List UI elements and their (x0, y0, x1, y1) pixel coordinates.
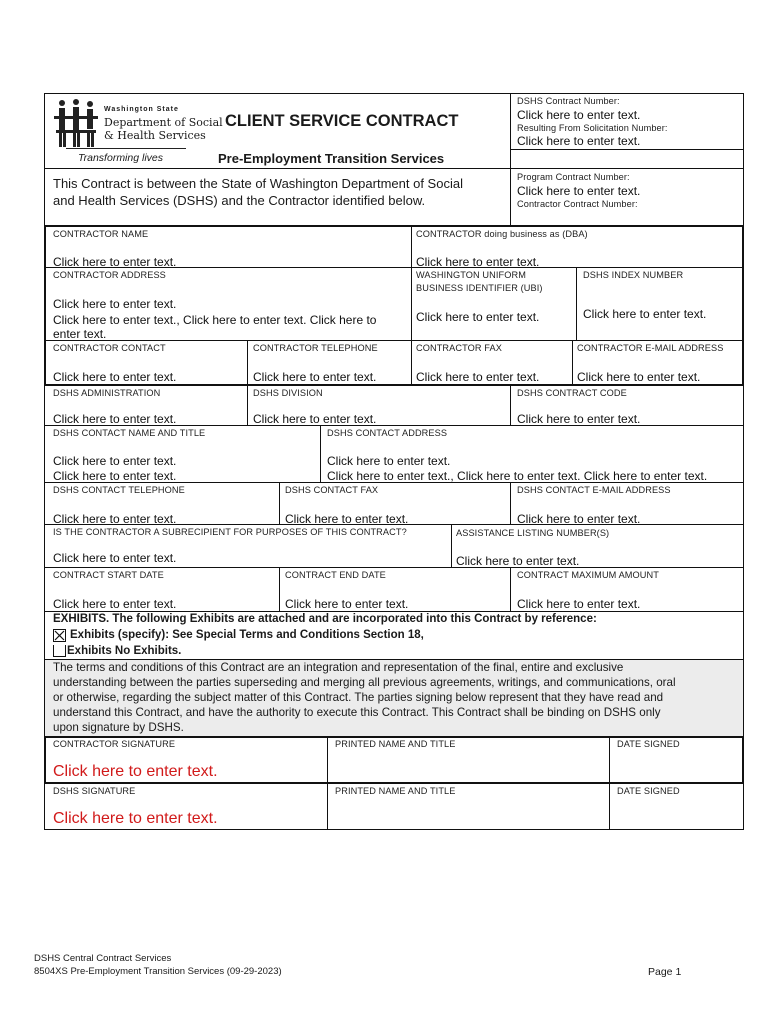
dshs-printed-name-label: PRINTED NAME AND TITLE (335, 786, 456, 796)
contractor-telephone-field[interactable]: Click here to enter text. (253, 370, 377, 384)
dshs-administration-field[interactable]: Click here to enter text. (53, 412, 177, 426)
contractor-fax-field[interactable]: Click here to enter text. (416, 370, 540, 384)
terms-line-4: understand this Contract, and have the authority to execute this Contract. This Contract shall be binding on DSHS only (53, 706, 661, 719)
dshs-people-icon (52, 98, 100, 150)
program-contract-number-field[interactable]: Click here to enter text. (517, 184, 641, 198)
no-exhibits-checkbox[interactable] (53, 645, 66, 657)
dshs-contact-name-label: DSHS CONTACT NAME AND TITLE (53, 428, 206, 438)
exhibits-heading: EXHIBITS. The following Exhibits are attached and are incorporated into this Contract by reference: (53, 613, 597, 625)
page-title: CLIENT SERVICE CONTRACT (225, 112, 459, 130)
footer-line-1: DSHS Central Contract Services (34, 953, 172, 964)
dshs-date-signed-label: DATE SIGNED (617, 786, 680, 796)
max-amount-field[interactable]: Click here to enter text. (517, 597, 641, 611)
dshs-index-field[interactable]: Click here to enter text. (583, 307, 707, 321)
exhibits-specify-text: Exhibits (specify): See Special Terms and Conditions Section 18, (70, 629, 424, 641)
dshs-contact-fax-field[interactable]: Click here to enter text. (285, 512, 409, 526)
contractor-address-line2[interactable]: Click here to enter text., Click here to enter text. Click here to (53, 313, 377, 327)
dshs-contract-number-field[interactable]: Click here to enter text. (517, 108, 641, 122)
terms-line-3: or otherwise, regarding the subject matter of this Contract. The parties signing below represent that they have read and (53, 691, 664, 704)
intro-line-1: This Contract is between the State of Washington Department of Social (53, 176, 463, 191)
dshs-signature-label: DSHS SIGNATURE (53, 786, 136, 796)
dshs-index-label: DSHS INDEX NUMBER (583, 270, 684, 280)
dshs-contract-code-label: DSHS CONTRACT CODE (517, 388, 627, 398)
ubi-label-line2: BUSINESS IDENTIFIER (UBI) (416, 283, 543, 293)
contractor-date-signed-label: DATE SIGNED (617, 739, 680, 749)
assistance-listing-field[interactable]: Click here to enter text. (456, 554, 580, 568)
dshs-administration-label: DSHS ADMINISTRATION (53, 388, 161, 398)
solicitation-number-field[interactable]: Click here to enter text. (517, 134, 641, 148)
contractor-contact-field[interactable]: Click here to enter text. (53, 370, 177, 384)
contractor-email-label: CONTRACTOR E-MAIL ADDRESS (577, 343, 724, 353)
max-amount-label: CONTRACT MAXIMUM AMOUNT (517, 570, 659, 580)
dshs-contact-address-label: DSHS CONTACT ADDRESS (327, 428, 448, 438)
contractor-fax-label: CONTRACTOR FAX (416, 343, 502, 353)
contractor-dba-label: CONTRACTOR doing business as (DBA) (416, 229, 588, 239)
dshs-contact-email-field[interactable]: Click here to enter text. (517, 512, 641, 526)
dshs-division-field[interactable]: Click here to enter text. (253, 412, 377, 426)
checkbox-check-icon (54, 630, 65, 641)
dshs-contact-address-line1[interactable]: Click here to enter text. (327, 454, 451, 468)
ubi-label-line1: WASHINGTON UNIFORM (416, 270, 527, 280)
start-date-field[interactable]: Click here to enter text. (53, 597, 177, 611)
logo-dept-line1: Department of Social (104, 116, 223, 129)
intro-line-2: and Health Services (DSHS) and the Contractor identified below. (53, 193, 426, 208)
dshs-contract-code-field[interactable]: Click here to enter text. (517, 412, 641, 426)
contractor-contact-label: CONTRACTOR CONTACT (53, 343, 166, 353)
dshs-contact-telephone-field[interactable]: Click here to enter text. (53, 512, 177, 526)
start-date-label: CONTRACT START DATE (53, 570, 164, 580)
contractor-name-label: CONTRACTOR NAME (53, 229, 149, 239)
contractor-address-line1[interactable]: Click here to enter text. (53, 297, 177, 311)
solicitation-number-label: Resulting From Solicitation Number: (517, 123, 668, 133)
contractor-dba-field[interactable]: Click here to enter text. (416, 255, 540, 269)
dshs-logo (50, 96, 223, 164)
contractor-name-field[interactable]: Click here to enter text. (53, 255, 177, 269)
end-date-label: CONTRACT END DATE (285, 570, 386, 580)
dshs-contact-email-label: DSHS CONTACT E-MAIL ADDRESS (517, 485, 671, 495)
contractor-contract-number-label: Contractor Contract Number: (517, 199, 638, 209)
terms-line-1: The terms and conditions of this Contract are an integration and representation of the final, entire and exclusive (53, 661, 624, 674)
contractor-printed-name-label: PRINTED NAME AND TITLE (335, 739, 456, 749)
footer-line-2: 8504XS Pre-Employment Transition Services (09-29-2023) (34, 966, 282, 977)
logo-state: Washington State (104, 106, 179, 113)
terms-line-5: upon signature by DSHS. (53, 721, 184, 734)
dshs-contract-number-label: DSHS Contract Number: (517, 96, 620, 106)
exhibits-specify-checkbox[interactable] (53, 629, 66, 642)
dshs-contact-telephone-label: DSHS CONTACT TELEPHONE (53, 485, 185, 495)
page-subtitle: Pre-Employment Transition Services (218, 151, 445, 166)
terms-line-2: understanding between the parties superseding and merging all previous agreements, writings, and communications, oral (53, 676, 676, 689)
program-contract-number-label: Program Contract Number: (517, 172, 630, 182)
page-number: Page 1 (648, 966, 682, 978)
logo-dept-line2: & Health Services (104, 129, 206, 142)
end-date-field[interactable]: Click here to enter text. (285, 597, 409, 611)
contractor-signature-label: CONTRACTOR SIGNATURE (53, 739, 176, 749)
contractor-signature-field[interactable]: Click here to enter text. (53, 763, 218, 780)
contractor-address-line3[interactable]: enter text. (53, 327, 107, 341)
dshs-contact-name-line2[interactable]: Click here to enter text. (53, 469, 177, 483)
contractor-email-field[interactable]: Click here to enter text. (577, 370, 701, 384)
contractor-address-label: CONTRACTOR ADDRESS (53, 270, 166, 280)
dshs-division-label: DSHS DIVISION (253, 388, 323, 398)
dshs-signature-field[interactable]: Click here to enter text. (53, 810, 218, 827)
dshs-contact-name-line1[interactable]: Click here to enter text. (53, 454, 177, 468)
dshs-contact-address-line2[interactable]: Click here to enter text., Click here to enter text. Click here to enter text. (327, 469, 708, 483)
assistance-listing-label: ASSISTANCE LISTING NUMBER(S) (456, 528, 610, 538)
no-exhibits-text: Exhibits No Exhibits. (67, 645, 182, 657)
logo-underline (66, 148, 186, 149)
subrecipient-label: IS THE CONTRACTOR A SUBRECIPIENT FOR PURPOSES OF THIS CONTRACT? (53, 527, 407, 537)
subrecipient-field[interactable]: Click here to enter text. (53, 551, 177, 565)
ubi-field[interactable]: Click here to enter text. (416, 310, 540, 324)
logo-tagline: Transforming lives (78, 152, 163, 164)
contractor-telephone-label: CONTRACTOR TELEPHONE (253, 343, 378, 353)
dshs-contact-fax-label: DSHS CONTACT FAX (285, 485, 379, 495)
